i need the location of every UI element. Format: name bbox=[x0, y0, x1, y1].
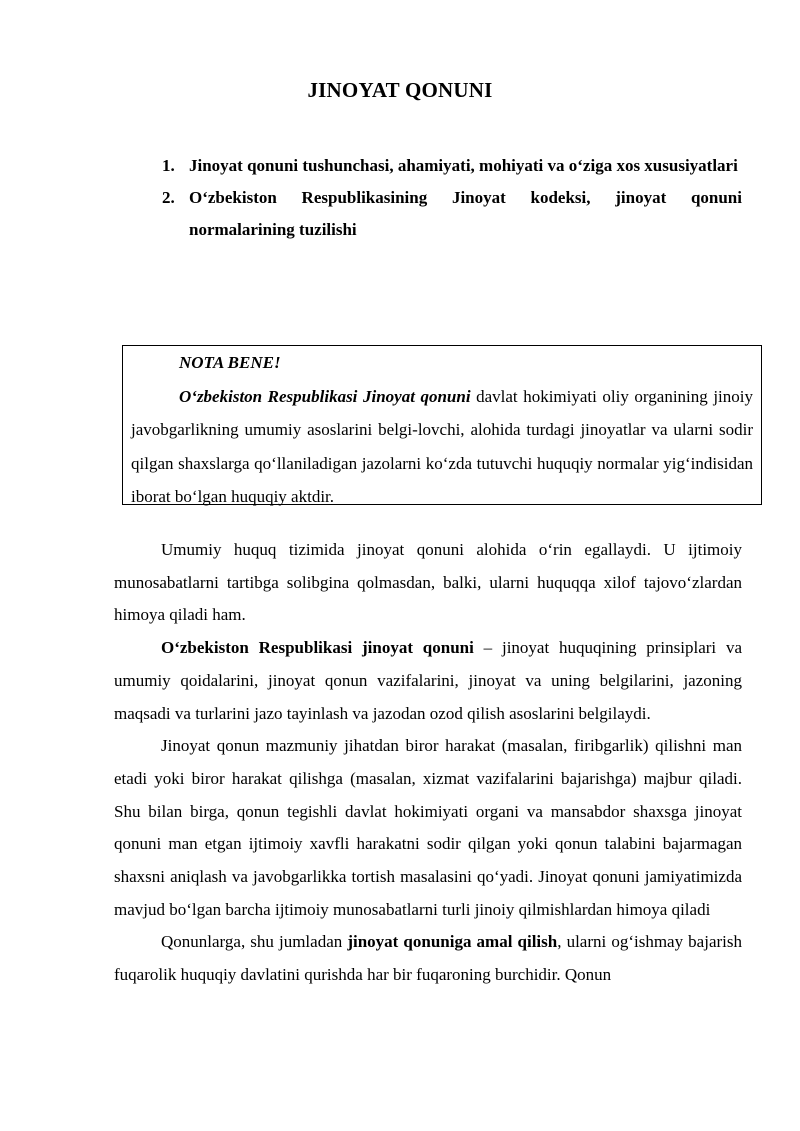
toc-item-text: Jinoyat qonuni tushunchasi, ahamiyati, mohiyati va o‘ziga xos xususiyatlari bbox=[189, 156, 738, 175]
paragraph-bold-term: jinoyat qonuniga amal qilish bbox=[347, 932, 558, 952]
paragraph: Umumiy huquq tizimida jinoyat qonuni alohida o‘rin egallaydi. U ijtimoiy munosabatlarni tartibga solibgina qolmasdan, balki, ularni huquqqa xilof tajovo‘zlardan himoya qiladi ham. bbox=[114, 540, 742, 625]
paragraph-text: , ularni og‘ishmay bajarish fuqarolik huquqiy davlatini qurishda har bir fuqaroning burchidir. Qonun bbox=[114, 932, 742, 985]
toc-item bbox=[162, 150, 742, 182]
paragraph bbox=[114, 926, 742, 991]
paragraph-text: Qonunlarga, shu jumladan bbox=[161, 932, 348, 952]
paragraph bbox=[114, 632, 742, 730]
toc-item-text: O‘zbekiston Respublikasining Jinoyat kodeksi, jinoyat qonuni normalarining tuzilishi bbox=[189, 188, 742, 239]
nota-bene-text bbox=[131, 380, 753, 514]
toc-item bbox=[162, 182, 742, 246]
toc-item-number: 2. bbox=[162, 188, 175, 207]
nota-bene-definition: davlat hokimiyati oliy organining jinoiy javobgarlikning umumiy asoslarini belgi-lovchi, alohida turdagi jinoyatlar va ularni sodir qilgan shaxslarga qo‘llaniladigan jazolarni ko‘zda tutuvchi huquqiy normalar yig‘indisidan iborat bo‘lgan huquqiy aktdir. bbox=[131, 386, 753, 506]
nota-bene-box bbox=[122, 345, 762, 505]
toc-item-number: 1. bbox=[162, 156, 175, 175]
paragraph-bold-term: O‘zbekiston Respublikasi jinoyat qonuni bbox=[161, 638, 474, 658]
page-title: JINOYAT QONUNI bbox=[307, 78, 493, 102]
nota-bene-heading: NOTA BENE! bbox=[179, 353, 281, 372]
table-of-contents bbox=[162, 150, 742, 246]
paragraph-text: – jinoyat huquqining prinsiplari va umumiy qoidalarini, jinoyat qonun vazifalarini, jinoyat va uning belgilarini, jazoning maqsadi va turlarini jazo tayinlash va jazodan ozod qilish asoslarini belgilaydi. bbox=[114, 638, 742, 723]
paragraph: Jinoyat qonun mazmuniy jihatdan biror harakat (masalan, firibgarlik) qilishni man etadi yoki biror harakat qilishga (masalan, xizmat vazifalarini bajarishga) majbur qiladi. Shu bilan birga, qonun tegishli davlat hokimiyati organi va mansabdor shaxsga jinoyat qonuni man etgan ijtimoiy xavfli harakatni sodir qilgan yoki qonun talabini bajarmagan shaxsni aniqlash va javobgarlikka tortish masalasini qo‘yadi. Jinoyat qonuni jamiyatimizda mavjud bo‘lgan barcha ijtimoiy munosabatlarni turli jinoiy qilmishlardan himoya qiladi bbox=[114, 736, 742, 919]
nota-bene-term: O‘zbekiston Respublikasi Jinoyat qonuni bbox=[179, 386, 471, 406]
body-text bbox=[114, 534, 742, 992]
